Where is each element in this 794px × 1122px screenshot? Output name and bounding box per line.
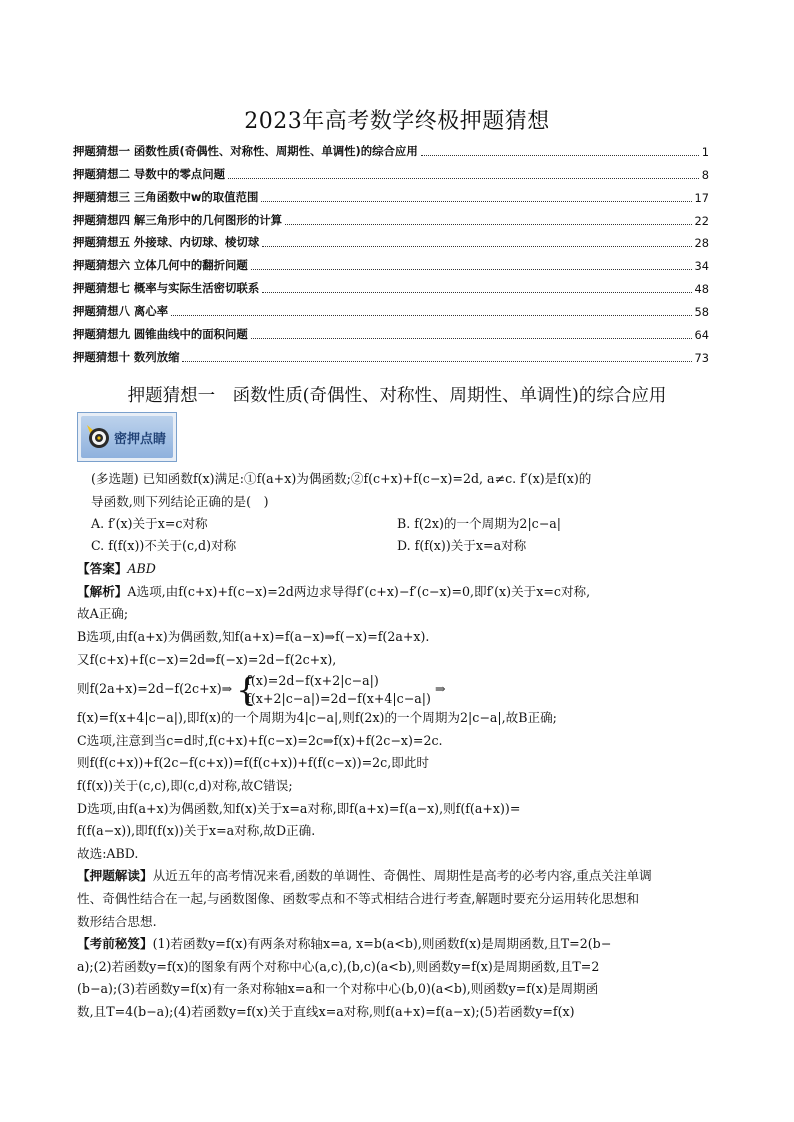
toc-entry-page: 34 xyxy=(694,259,709,274)
toc-entry[interactable] xyxy=(73,296,709,319)
toc-entry[interactable] xyxy=(73,159,709,182)
analysis-line xyxy=(77,581,711,604)
interpretation-tag: 【押题解读】 xyxy=(77,868,153,884)
toc-entry[interactable] xyxy=(73,250,709,273)
analysis-line: f(f(x))关于(c,c),即(c,d)对称,故C错误; xyxy=(77,777,293,793)
tips-line: 数,且T=4(b−a);(4)若函数y=f(x)关于直线x=a对称,则f(a+x)=f(a−x);(5)若函数y=f(x) xyxy=(77,1003,575,1019)
toc-entry-label: 押题猜想五 外接球、内切球、棱切球 xyxy=(73,235,260,250)
toc-entry-label: 押题猜想一 函数性质(奇偶性、对称性、周期性、单调性)的综合应用 xyxy=(73,143,418,158)
analysis-line: f(f(a−x)),即f(f(x))关于x=a对称,故D正确. xyxy=(77,823,316,839)
equation-system xyxy=(236,672,431,708)
toc-leader-dots xyxy=(262,292,691,293)
tips-tag: 【考前秘笈】 xyxy=(77,936,153,952)
interpretation-line: 数形结合思想. xyxy=(77,913,157,929)
analysis-tag: 【解析】 xyxy=(77,583,128,599)
toc-entry-label: 押题猜想十 数列放缩 xyxy=(73,349,180,364)
toc-leader-dots xyxy=(182,361,691,362)
choice-d: D. f(f(x))关于x=a对称 xyxy=(397,538,527,554)
toc-leader-dots xyxy=(251,338,692,339)
analysis-line: 又f(c+x)+f(c−x)=2d⇒f(−x)=2d−f(2c+x), xyxy=(77,651,337,667)
interpretation-text: 从近五年的高考情况来看,函数的单调性、奇偶性、周期性是高考的必考内容,重点关注单调 xyxy=(152,868,652,884)
toc-entry-label: 押题猜想九 圆锥曲线中的面积问题 xyxy=(73,327,248,342)
analysis-line: 则f(f(c+x))+f(2c−f(c+x))=f(f(c+x))+f(f(c−x))=2c,即此时 xyxy=(77,755,430,771)
toc-entry-page: 28 xyxy=(694,236,709,251)
interpretation-line: 性、奇偶性结合在一起,与函数图像、函数零点和不等式相结合进行考查,解题时要充分运用转化思想和 xyxy=(77,890,640,906)
section-title: 押题猜想一 函数性质(奇偶性、对称性、周期性、单调性)的综合应用 xyxy=(127,386,667,406)
toc-entry-label: 押题猜想六 立体几何中的翻折问题 xyxy=(73,258,248,273)
analysis-line: 故选:ABD. xyxy=(77,845,139,861)
analysis-line: B选项,由f(a+x)为偶函数,知f(a+x)=f(a−x)⇒f(−x)=f(2a+x). xyxy=(77,628,430,644)
badge-label: 密押点睛 xyxy=(114,432,167,447)
toc-leader-dots xyxy=(421,155,699,156)
toc-leader-dots xyxy=(262,246,691,247)
target-icon xyxy=(84,423,112,451)
equation-line: f(x)=2d−f(x+2|c−a|) xyxy=(246,672,379,688)
toc-leader-dots xyxy=(251,269,692,270)
question-line: 导函数,则下列结论正确的是( ) xyxy=(91,493,269,509)
tips-line: (b−a);(3)若函数y=f(x)有一条对称轴x=a和一个对称中心(b,0)(a<b),则函数y=f(x)是周期函 xyxy=(77,981,599,997)
toc-entry-label: 押题猜想三 三角函数中w的取值范围 xyxy=(73,189,259,204)
toc-entry[interactable] xyxy=(73,342,709,365)
analysis-line: 故A正确; xyxy=(77,606,129,622)
toc-entry[interactable] xyxy=(73,136,709,159)
answer-text: ABD xyxy=(127,561,156,577)
table-of-contents xyxy=(73,136,709,365)
tips-text: (1)若函数y=f(x)有两条对称轴x=a, x=b(a<b),则函数f(x)是周期函数,且T=2(b− xyxy=(152,936,612,952)
analysis-text: A选项,由f(c+x)+f(c−x)=2d两边求导得f′(c+x)−f′(c−x)=0,即f′(x)关于x=c对称, xyxy=(127,583,591,599)
toc-entry-label: 押题猜想七 概率与实际生活密切联系 xyxy=(73,281,260,296)
answer-tag: 【答案】 xyxy=(77,561,128,577)
toc-entry[interactable] xyxy=(73,319,709,342)
problem-body xyxy=(77,468,711,1023)
choice-a: A. f′(x)关于x=c对称 xyxy=(91,516,208,532)
toc-entry-page: 22 xyxy=(694,213,709,228)
toc-leader-dots xyxy=(171,315,691,316)
analysis-line: C选项,注意到当c=d时,f(c+x)+f(c−x)=2c⇒f(x)+f(2c−x)=2c. xyxy=(77,732,443,748)
document-title: 2023年高考数学终极押题猜想 xyxy=(244,109,550,134)
toc-leader-dots xyxy=(285,224,692,225)
toc-entry[interactable] xyxy=(73,182,709,205)
toc-entry-page: 8 xyxy=(701,167,709,182)
toc-entry[interactable] xyxy=(73,205,709,228)
toc-entry-page: 58 xyxy=(694,305,709,320)
choice-c: C. f(f(x))不关于(c,d)对称 xyxy=(91,538,237,554)
toc-leader-dots xyxy=(261,201,691,202)
toc-entry-page: 48 xyxy=(694,282,709,297)
question-line: (多选题) 已知函数f(x)满足:①f(a+x)为偶函数;②f(c+x)+f(c−x)=2d, a≠c. f′(x)是f(x)的 xyxy=(91,471,592,486)
answer-line xyxy=(77,558,711,581)
analysis-text: ⇒ xyxy=(434,681,446,697)
toc-entry-label: 押题猜想四 解三角形中的几何图形的计算 xyxy=(73,212,282,227)
toc-entry-page: 64 xyxy=(694,328,709,343)
analysis-text: 则f(2a+x)=2d−f(2c+x)⇒ xyxy=(77,681,233,697)
toc-entry[interactable] xyxy=(73,228,709,251)
toc-entry[interactable] xyxy=(73,273,709,296)
tips-line xyxy=(77,933,711,956)
analysis-line: D选项,由f(a+x)为偶函数,知f(x)关于x=a对称,即f(a+x)=f(a−x),则f(f(a+x))= xyxy=(77,800,521,816)
analysis-system-line xyxy=(77,671,711,707)
toc-leader-dots xyxy=(228,178,699,179)
brace-symbol: { xyxy=(236,670,257,709)
toc-entry-page: 17 xyxy=(694,190,709,205)
toc-entry-page: 1 xyxy=(701,144,709,159)
section-badge xyxy=(77,412,177,462)
toc-entry-label: 押题猜想八 离心率 xyxy=(73,304,169,319)
choice-list xyxy=(91,513,711,558)
choice-b: B. f(2x)的一个周期为2|c−a| xyxy=(397,516,562,532)
toc-entry-label: 押题猜想二 导数中的零点问题 xyxy=(73,166,226,181)
interpretation-line xyxy=(77,865,711,888)
analysis-line: f(x)=f(x+4|c−a|),即f(x)的一个周期为4|c−a|,则f(2x)的一个周期为2|c−a|,故B正确; xyxy=(77,710,557,726)
tips-line: a);(2)若函数y=f(x)的图象有两个对称中心(a,c),(b,c)(a<b),则函数y=f(x)是周期函数,且T=2 xyxy=(77,958,600,974)
toc-entry-page: 73 xyxy=(694,350,709,365)
equation-line: f(x+2|c−a|)=2d−f(x+4|c−a|) xyxy=(246,690,431,706)
